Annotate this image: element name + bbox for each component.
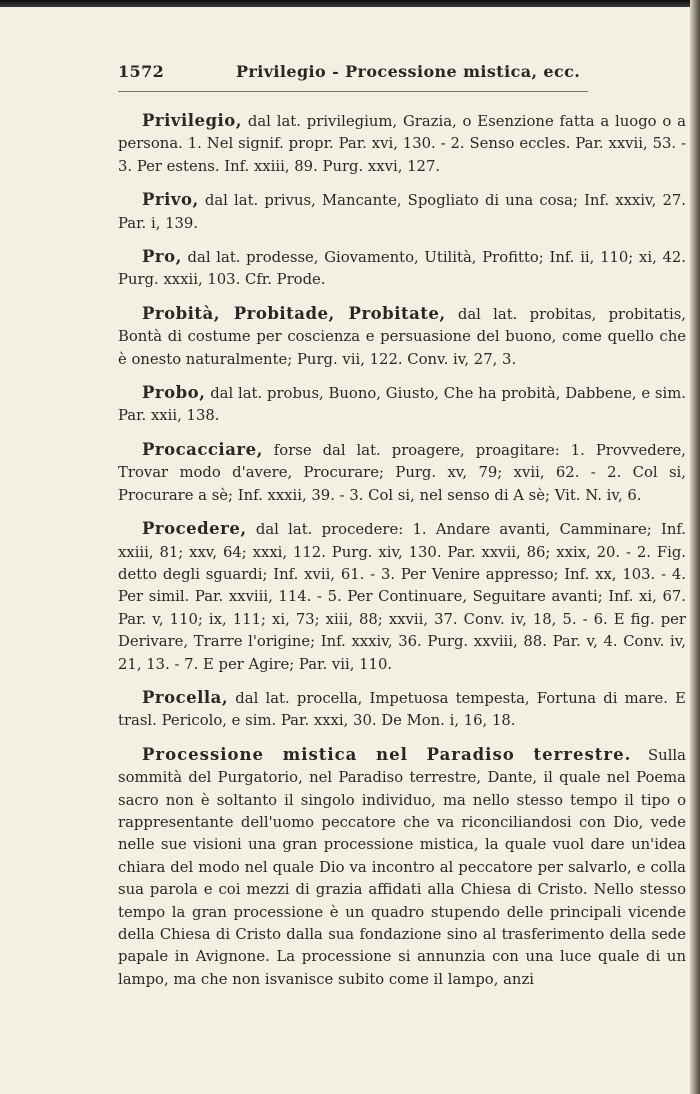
running-title: Privilegio - Processione mistica, ecc. — [236, 62, 581, 81]
entry-procella — [118, 687, 686, 733]
header-rule — [118, 91, 588, 92]
dictionary-page — [118, 62, 686, 1002]
entry-headword: Procedere, — [142, 519, 247, 539]
entry-text: dal lat. prodesse, Giovamento, Utilità, Profitto; Inf. ii, 110; xi, 42. Purg. xxxii, 103. Cfr. Prode. — [118, 249, 686, 289]
entry-procacciare — [118, 439, 686, 507]
entry-headword: Procacciare, — [142, 439, 263, 459]
entry-procedere — [118, 518, 686, 676]
entry-text: dal lat. privilegium, Grazia, o Esenzione fatta a luogo o a persona. 1. Nel signif. propr. Par. xvi, 130. - 2. Senso eccles. Par. xxvii, 53. - 3. Per estens. Inf. xxiii, 89. Purg. xxvi, 127. — [118, 113, 686, 175]
entry-headword: Probo, — [142, 383, 206, 403]
running-header — [118, 62, 686, 84]
entry-headword: Probità, Probitade, Probitate, — [142, 303, 446, 323]
page-number: 1572 — [118, 62, 165, 81]
entry-pro — [118, 246, 686, 292]
page-top-edge — [0, 0, 700, 7]
entry-privo — [118, 189, 686, 235]
entry-probo — [118, 382, 686, 428]
entry-text: dal lat. procedere: 1. Andare avanti, Camminare; Inf. xxiii, 81; xxv, 64; xxxi, 112. Purg. xiv, 130. Par. xxvii, 86; xxix, 20. - 2. Fig. detto degli sguardi; Inf. xvii, 61. - 3. Per Venire appresso; Inf. xx, 103. - 4. Per simil. Par. xxviii, 114. - 5. Per Continuare, Seguitare avanti; Inf. xi, 67. Par. v, 110; ix, 111; xi, 73; xiii, 88; xxvii, 37. Conv. iv, 18, 5. - 6. E fig. per Derivare, Trarre l'origine; Inf. xxxiv, 36. Purg. xxviii, 88. Par. v, 4. Conv. iv, 21, 13. - 7. E per Agire; Par. vii, 110. — [118, 521, 686, 673]
entry-processione-mistica — [118, 744, 686, 991]
entry-headword: Procella, — [142, 687, 229, 707]
entry-headword: Privo, — [142, 190, 199, 210]
entry-text: dal lat. probitas, probitatis, Bontà di costume per coscienza e persuasione del buono, come quello che è onesto naturalmente; Purg. vii, 122. Conv. iv, 27, 3. — [118, 305, 686, 368]
entry-text: dal lat. privus, Mancante, Spogliato di una cosa; Inf. xxxiv, 27. Par. i, 139. — [118, 192, 686, 232]
entry-text: forse dal lat. proagere, proagitare: 1. Provvedere, Trovar modo d'avere, Procurare; Purg. xv, 79; xvii, 62. - 2. Col si, Procurare a sè; Inf. xxxii, 39. - 3. Col si, nel senso di A sè; Vit. N. iv, 6. — [118, 441, 686, 504]
entry-probita — [118, 303, 686, 371]
entry-text: Sulla sommità del Purgatorio, nel Paradiso terrestre, Dante, il quale nel Poema sacro non è soltanto il singolo individuo, ma nello stesso tempo il tipo o rappresentante dell'uomo peccatore che va riconciliandosi con Dio, vede nelle sue visioni una gran processione mistica, la quale vuol dare un'idea chiara del modo nel quale Dio va incontro al peccatore per salvarlo, e colla sua parola e coi mezzi di grazia affidati alla Chiesa di Cristo. Nello stesso tempo la gran processione è un quadro stupendo delle principali vicende della Chiesa di Cristo dalla sua fondazione sino al trasferimento della sede papale in Avignone. La processione si annunzia con una luce quale di un lampo, ma che non isvanisce subito come il lampo, anzi — [118, 746, 686, 988]
entry-privilegio — [118, 110, 686, 178]
entry-text: dal lat. procella, Impetuosa tempesta, Fortuna di mare. E trasl. Pericolo, e sim. Par. xxxi, 30. De Mon. i, 16, 18. — [118, 689, 686, 730]
entry-text: dal lat. probus, Buono, Giusto, Che ha probità, Dabbene, e sim. Par. xxii, 138. — [118, 385, 686, 425]
page-binding-edge — [690, 0, 700, 1094]
entry-list — [118, 110, 686, 991]
entry-headword: Processione mistica nel Paradiso terrestre. — [142, 744, 632, 764]
entry-headword: Privilegio, — [142, 111, 243, 130]
entry-headword: Pro, — [142, 247, 182, 267]
